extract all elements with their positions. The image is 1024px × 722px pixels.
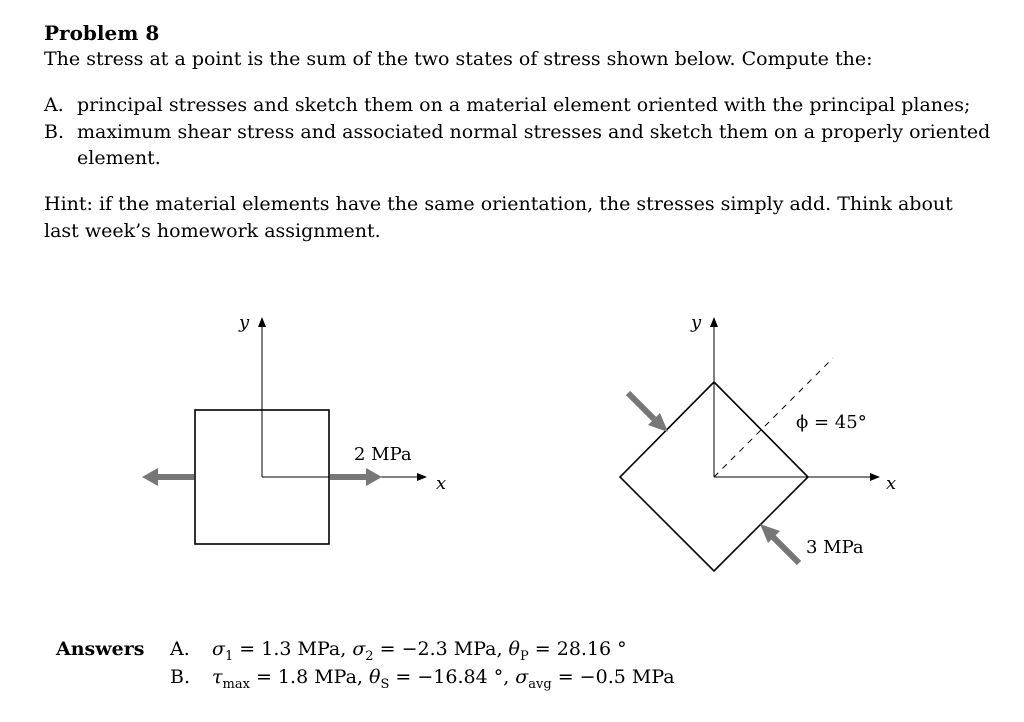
answer-a-theta-value: = 28.16 ° [528,638,627,660]
answer-b-sigma-symbol: σ [515,666,529,688]
left-y-label: y [239,312,250,333]
hint-line-1: Hint: if the material elements have the same orientation, the stresses simply add. Think about [44,193,953,215]
left-stress-element [142,312,446,544]
item-b-text-cont: element. [77,147,161,169]
answer-b-theta-value: = −16.84 °, [389,666,516,688]
item-b-marker: B. [44,121,65,143]
answer-a-sigma2-symbol: σ [352,638,366,660]
answer-b [212,664,675,690]
answer-a-theta-symbol: θ [508,638,520,660]
answer-b-theta-symbol: θ [368,666,381,688]
right-y-label: y [691,312,702,333]
answers-label: Answers [56,638,145,660]
answer-a-marker: A. [170,638,190,660]
right-stress-arrow-upper-left [628,393,668,432]
right-stress-element [620,312,896,571]
answer-a-sigma1-sub: 1 [224,648,234,664]
right-stress-arrow-lower-right [760,524,799,563]
hint-line-2: last week’s homework assignment. [44,220,381,242]
answer-b-tau-symbol: τ [212,666,223,688]
item-a-text: principal stresses and sketch them on a material element oriented with the principal planes; [77,94,971,116]
left-stress-arrow-left [142,468,194,486]
left-x-label: x [436,473,447,494]
answer-a-sigma1-value: = 1.3 MPa, [233,638,353,660]
answer-b-theta-sub: S [380,676,390,692]
left-stress-arrow-right [330,468,382,486]
answer-a-sigma1-symbol: σ [212,638,225,660]
answer-a-theta-sub: P [520,648,529,664]
item-a-marker: A. [44,94,64,116]
answer-b-sigma-value: = −0.5 MPa [551,666,675,688]
answer-b-sigma-sub: avg [528,676,552,692]
answer-a-sigma2-sub: 2 [365,648,374,664]
right-angle-label: ϕ = 45° [796,412,867,433]
answer-b-tau-value: = 1.8 MPa, [249,666,369,688]
problem-title: Problem 8 [44,21,160,45]
answer-a-sigma2-value: = −2.3 MPa, [373,638,509,660]
left-stress-label: 2 MPa [354,444,412,465]
answer-a [212,636,627,662]
right-x-label: x [886,473,897,494]
answers-heading [56,636,144,662]
item-b-text: maximum shear stress and associated normal stresses and sketch them on a properly oriented [77,121,991,143]
right-stress-label: 3 MPa [806,537,864,558]
answer-b-marker: B. [170,666,191,688]
answer-b-tau-sub: max [222,676,250,692]
problem-intro: The stress at a point is the sum of the two states of stress shown below. Compute the: [44,48,873,70]
